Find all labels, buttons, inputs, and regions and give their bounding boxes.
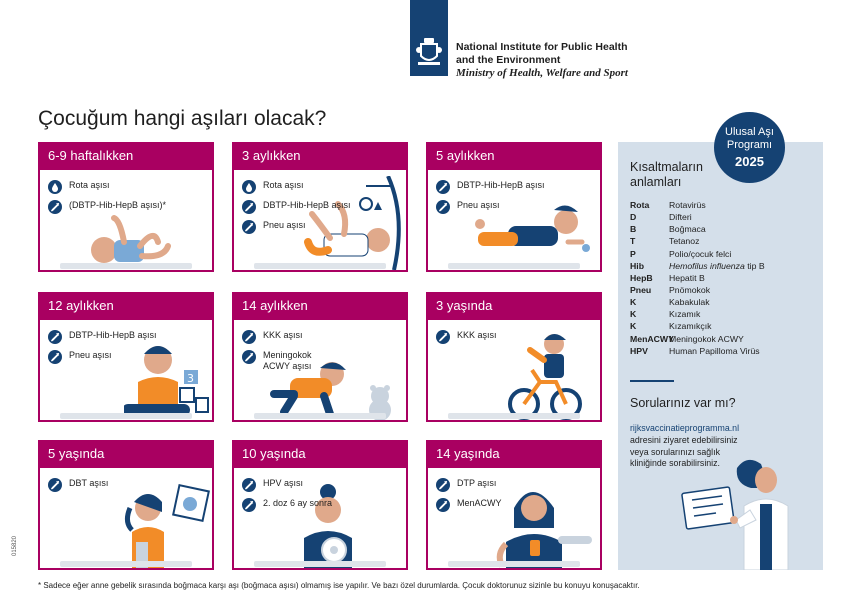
age-card xyxy=(426,292,602,422)
age-card-title: 5 aylıkken xyxy=(428,144,600,170)
abbreviation-value: Polio/çocuk felci xyxy=(669,248,732,259)
abbreviations-title: Kısaltmaların anlamları xyxy=(630,160,703,189)
age-card-body xyxy=(40,170,212,272)
syringe-icon xyxy=(436,478,450,492)
website-link[interactable]: rijksvaccinatieprogramma.nl xyxy=(630,423,740,433)
abbreviation-row xyxy=(630,308,765,320)
child-illustration xyxy=(114,484,214,570)
vaccine-item xyxy=(242,180,304,194)
floor-shape xyxy=(60,263,192,269)
abbreviations-list xyxy=(630,199,765,357)
vaccine-item xyxy=(436,498,502,512)
abbreviation-value: Kabakulak xyxy=(669,297,710,308)
vaccine-label: Pneu aşısı xyxy=(457,200,500,210)
abbreviation-value: Pnömokok xyxy=(669,284,711,295)
age-card-title: 12 aylıkken xyxy=(40,294,212,320)
abbreviation-key: MenACWY xyxy=(630,333,674,344)
age-card xyxy=(232,440,408,570)
child-illustration xyxy=(504,330,584,422)
program-badge xyxy=(714,112,785,183)
abbreviation-row xyxy=(630,272,765,284)
abbreviation-value: Rotavirüs xyxy=(669,200,706,210)
abbreviation-row xyxy=(630,260,765,272)
vaccine-item xyxy=(242,498,332,512)
vaccine-label: KKK aşısı xyxy=(457,330,497,340)
abbreviation-value: Kızamıkçık xyxy=(669,321,712,332)
vaccine-label: Meningokok ACWY aşısı xyxy=(263,350,312,371)
panel-divider xyxy=(630,380,674,382)
floor-shape xyxy=(448,413,580,419)
vaccine-item xyxy=(242,478,303,492)
vaccine-label: DBTP-Hib-HepB aşısı xyxy=(263,200,351,210)
vaccine-item xyxy=(48,330,157,344)
child-illustration xyxy=(492,482,602,570)
age-card xyxy=(232,142,408,272)
age-card-body xyxy=(428,468,600,570)
syringe-icon xyxy=(48,478,62,492)
syringe-icon xyxy=(48,330,62,344)
doctor-illustration xyxy=(676,458,816,570)
syringe-icon xyxy=(242,478,256,492)
syringe-icon xyxy=(436,200,450,214)
vaccine-item xyxy=(436,478,496,492)
age-card xyxy=(426,142,602,272)
badge-line-2: Programı xyxy=(726,139,773,151)
footnote: * Sadece eğer anne gebelik sırasında boğmaca karşı aşı (boğmaca aşısı) olmamış ise yapılır. Ve bazı özel durumlarda. Çocuk doktorunuz sizinle bu konuyu konuşacaktır. xyxy=(38,581,640,590)
vaccine-item xyxy=(48,200,166,214)
age-card-body xyxy=(40,468,212,570)
svg-text:3: 3 xyxy=(187,372,194,385)
floor-shape xyxy=(254,263,386,269)
page-title: Çocuğum hangi aşıları olacak? xyxy=(38,107,327,130)
age-card-body xyxy=(234,468,406,570)
abbreviation-row xyxy=(630,345,765,357)
questions-title: Sorularınız var mı? xyxy=(630,396,736,410)
abbreviation-row xyxy=(630,211,765,223)
badge-line-1: Ulusal Aşı xyxy=(725,126,774,138)
abbreviation-value: Human Papilloma Virüs xyxy=(669,345,760,356)
questions-text: adresini ziyaret edebilirsiniz veya sorularınızı sağlık kliniğinde sorabilirsiniz. xyxy=(630,435,738,468)
age-card-title: 14 aylıkken xyxy=(234,294,406,320)
syringe-icon xyxy=(48,200,62,214)
abbreviation-value: Hepatit B xyxy=(669,272,705,283)
vaccine-label: DBTP-Hib-HepB aşısı xyxy=(69,330,157,340)
syringe-icon xyxy=(242,200,256,214)
abbreviation-value: Tetanoz xyxy=(669,236,700,247)
abbreviation-key: T xyxy=(630,236,636,247)
child-illustration xyxy=(124,340,214,422)
abbreviation-key: B xyxy=(630,224,637,235)
abbreviation-key: K xyxy=(630,309,637,320)
syringe-icon xyxy=(436,180,450,194)
abbreviation-value xyxy=(669,260,765,272)
abbreviation-row xyxy=(630,235,765,247)
syringe-icon xyxy=(436,330,450,344)
floor-shape xyxy=(254,561,386,567)
abbreviation-key: D xyxy=(630,212,637,223)
vaccine-label: HPV aşısı xyxy=(263,478,304,488)
vaccine-label: Pneu aşısı xyxy=(263,220,306,230)
abbreviation-key: Pneu xyxy=(630,284,652,295)
vaccine-item xyxy=(436,200,500,214)
vaccine-label: KKK aşısı xyxy=(263,330,303,340)
abbreviation-row xyxy=(630,284,765,296)
syringe-icon xyxy=(242,350,256,364)
age-card-body xyxy=(428,170,600,272)
vaccine-label: (DBTP-Hib-HepB aşısı)* xyxy=(69,200,167,210)
vaccine-label: DTP aşısı xyxy=(457,478,497,488)
ministry-name: Ministry of Health, Welfare and Sport xyxy=(456,67,628,79)
vaccine-label: MenACWY xyxy=(457,498,502,508)
syringe-icon xyxy=(242,330,256,344)
syringe-icon xyxy=(436,498,450,512)
abbreviation-row xyxy=(630,296,765,308)
vaccine-item xyxy=(48,350,112,364)
vaccine-label: DBT aşısı xyxy=(69,478,109,488)
abbreviation-key: K xyxy=(630,297,637,308)
syringe-icon xyxy=(242,498,256,512)
age-card xyxy=(426,440,602,570)
vaccine-item xyxy=(242,200,351,214)
organisation-name xyxy=(456,41,628,80)
abbreviation-key: Rota xyxy=(630,200,650,210)
age-card-title: 3 yaşında xyxy=(428,294,600,320)
org-line-2: and the Environment xyxy=(456,54,561,66)
abbreviation-row xyxy=(630,199,765,211)
abbreviation-key: P xyxy=(630,248,636,259)
age-card-title: 6-9 haftalıkken xyxy=(40,144,212,170)
abbreviation-key: Hib xyxy=(630,260,644,271)
syringe-icon xyxy=(242,220,256,234)
child-illustration xyxy=(288,484,368,570)
age-card-title: 14 yaşında xyxy=(428,442,600,468)
floor-shape xyxy=(60,413,192,419)
vaccine-item xyxy=(436,180,545,194)
document-code: 015820 xyxy=(12,535,18,556)
age-card-title: 5 yaşında xyxy=(40,442,212,468)
vaccine-label: 2. doz 6 ay sonra xyxy=(263,498,333,508)
abbreviation-value: Boğmaca xyxy=(669,224,706,235)
floor-shape xyxy=(60,561,192,567)
vaccine-label: Rota aşısı xyxy=(69,180,110,190)
vaccine-label: Rota aşısı xyxy=(263,180,304,190)
vaccine-item xyxy=(242,330,303,344)
coat-of-arms-icon xyxy=(415,36,443,68)
abbreviation-key: HPV xyxy=(630,345,648,356)
org-line-1: National Institute for Public Health xyxy=(456,41,628,53)
abbreviation-value: Meningokok ACWY xyxy=(669,333,744,344)
vaccine-item xyxy=(436,330,497,344)
abbreviation-key: K xyxy=(630,321,637,332)
vaccine-item xyxy=(242,350,322,372)
age-card-body xyxy=(234,320,406,422)
vaccine-label: DBTP-Hib-HepB aşısı xyxy=(457,180,545,190)
age-card xyxy=(232,292,408,422)
age-card xyxy=(38,440,214,570)
child-illustration xyxy=(80,206,180,270)
age-card-body xyxy=(428,320,600,422)
abbreviation-row xyxy=(630,223,765,235)
age-card-body xyxy=(40,320,212,422)
abbreviation-row xyxy=(630,333,765,345)
abbreviation-value-italic: Hemofilus influenza xyxy=(669,260,745,271)
vaccine-item xyxy=(242,220,306,234)
age-card-body xyxy=(234,170,406,272)
age-card xyxy=(38,292,214,422)
age-card-title: 3 aylıkken xyxy=(234,144,406,170)
age-card-title: 10 yaşında xyxy=(234,442,406,468)
abbreviation-row xyxy=(630,320,765,332)
abbreviation-key: HepB xyxy=(630,272,653,283)
vaccine-item xyxy=(48,180,110,194)
abbreviation-row xyxy=(630,248,765,260)
badge-year: 2025 xyxy=(735,154,764,169)
drop-icon xyxy=(48,180,62,194)
syringe-icon xyxy=(48,350,62,364)
floor-shape xyxy=(448,561,580,567)
abbreviation-value: Difteri xyxy=(669,212,692,223)
vaccine-label: Pneu aşısı xyxy=(69,350,112,360)
floor-shape xyxy=(254,413,386,419)
age-card xyxy=(38,142,214,272)
abbreviation-value: Kızamık xyxy=(669,309,701,320)
abbreviation-value-rest: tip B xyxy=(744,260,765,271)
floor-shape xyxy=(448,263,580,269)
vaccine-item xyxy=(48,478,108,492)
drop-icon xyxy=(242,180,256,194)
